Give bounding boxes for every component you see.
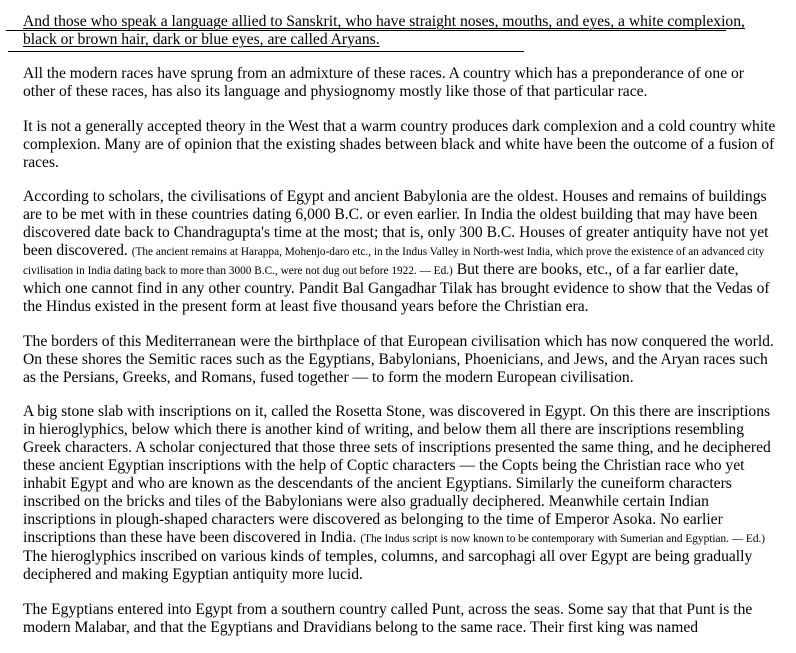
document-body <box>23 13 779 653</box>
paragraph-text: According to scholars, the civilisations of Egypt and ancient Babylonia are the oldest. Houses and remains of buildings are to be met with in these countries dating 6,000 B.C. or even earlier. In India the oldest building that may have been discovered date back to Chandragupta's time at the most; that is, only 300 B.C. Houses of greater antiquity have not yet been discovered. <box>23 188 769 259</box>
paragraph-complexion-theory: It is not a generally accepted theory in the West that a warm country produces dark complexion and a cold country white complexion. Many are of opinion that the existing shades between black and white have been the outcome of a fusion of races. <box>23 117 776 171</box>
paragraph-text: But there are books, etc., of a far earlier date, which one cannot find in any other country. Pandit Bal Gangadhar Tilak has brought evidence to show that the Vedas of the Hindus existed in the present form at least five thousand years before the Christian era. <box>23 261 770 315</box>
editor-note: (The ancient remains at Harappa, Mohenjo-daro etc., in the Indus Valley in North-west India, which prove the existence of an advanced city civilisation in India dating back to more than 3000 B.C., were not dug out before 1922. — Ed.) <box>23 246 765 277</box>
editor-note: (The Indus script is now known to be contemporary with Sumerian and Egyptian. — Ed.) <box>360 533 766 545</box>
paragraph-text: The hieroglyphics inscribed on various kinds of temples, columns, and sarcophagi all over Egypt are being gradually deciphered and making Egyptian antiquity more lucid. <box>23 548 753 583</box>
paragraph-rosetta-stone <box>23 403 779 584</box>
paragraph-modern-races: All the modern races have sprung from an admixture of these races. A country which has a preponderance of one or other of these races, has also its language and physiognomy mostly like those of that particular race. <box>23 65 744 100</box>
paragraph-mediterranean: The borders of this Mediterranean were the birthplace of that European civilisation which has now conquered the world. On these shores the Semitic races such as the Egyptians, Babylonians, Phoenicians, and Jews, and the Aryan races such as the Persians, Greeks, and Romans, fused together — to form the modern European civilisation. <box>23 332 774 386</box>
paragraph-punt: The Egyptians entered into Egypt from a southern country called Punt, across the seas. Some say that that Punt is the modern Malabar, and that the Egyptians and Dravidians belong to the same race. Their first king was named <box>23 600 753 636</box>
paragraph-oldest-civilisations <box>23 188 779 316</box>
paragraph-aryans: And those who speak a language allied to Sanskrit, who have straight noses, mouths, and eyes, a white complexion, black or brown hair, dark or blue eyes, are called Aryans. <box>23 13 745 48</box>
paragraph-text: A big stone slab with inscriptions on it, called the Rosetta Stone, was discovered in Egypt. On this there are inscriptions in hieroglyphics, below which there is another kind of writing, and below them all there are inscriptions resembling Greek characters. A scholar conjectured that those three sets of inscriptions presented the same thing, and he deciphered these ancient Egyptian inscriptions with the help of Coptic characters — the Copts being the Christian race who yet inhabit Egypt and who are known as the descendants of the ancient Egyptians. Similarly the cuneiform characters inscribed on the bricks and tiles of the Babylonians were also gradually deciphered. Meanwhile certain Indian inscriptions in plough-shaped characters were discovered as belonging to the time of Emperor Asoka. No earlier inscriptions than these have been discovered in India. <box>23 403 771 546</box>
